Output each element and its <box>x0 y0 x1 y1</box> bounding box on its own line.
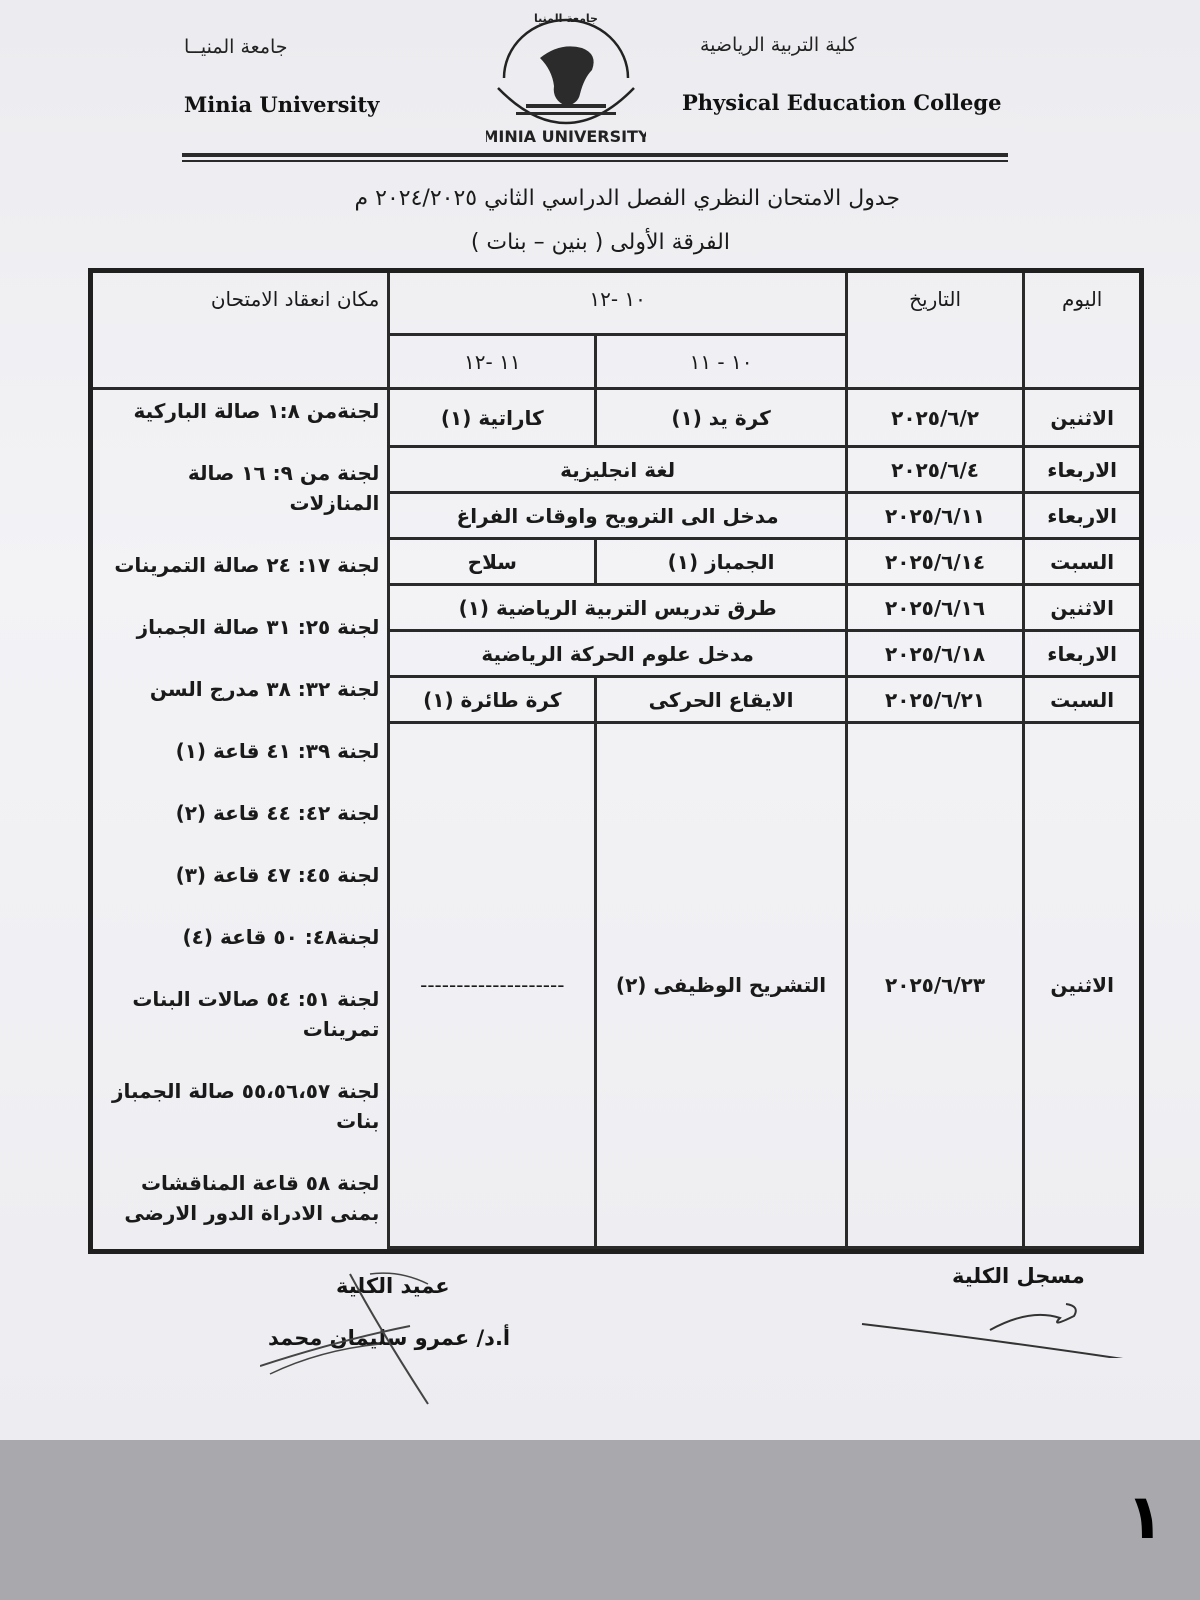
university-name-en: Minia University <box>184 92 380 117</box>
row-slot-2: كاراتية (١) <box>389 389 596 447</box>
place-item: لجنة ٣٩: ٤١ قاعة (١) <box>175 739 380 763</box>
row-slot-1: كرة يد (١) <box>596 389 847 447</box>
row-subject: مدخل علوم الحركة الرياضية <box>389 631 846 677</box>
logo-arabic-text: جامعة المنيا <box>534 12 598 25</box>
row-day: الاربعاء <box>1024 493 1142 539</box>
row-date: ٢٠٢٥/٦/٢٣ <box>846 723 1023 1248</box>
registrar-label: مسجل الكلية <box>952 1264 1085 1288</box>
place-item: لجنة ٣٢: ٣٨ مدرج السن <box>149 677 380 701</box>
place-item: لجنة ٤٢: ٤٤ قاعة (٢) <box>175 801 380 825</box>
place-item: لجنة ١٧: ٢٤ صالة التمرينات <box>114 553 380 577</box>
row-day: السبت <box>1024 539 1142 585</box>
row-subject: مدخل الى الترويح واوقات الفراغ <box>389 493 846 539</box>
row-date: ٢٠٢٥/٦/٢١ <box>846 677 1023 723</box>
row-day: الاثنين <box>1024 585 1142 631</box>
row-subject: طرق تدريس التربية الرياضية (١) <box>389 585 846 631</box>
place-item: لجنة من ٩: ١٦ صالة المنازلات <box>187 461 380 515</box>
row-date: ٢٠٢٥/٦/١٨ <box>846 631 1023 677</box>
header-rule-thick <box>182 153 1008 157</box>
row-day: الاثنين <box>1024 389 1142 447</box>
row-day: السبت <box>1024 677 1142 723</box>
university-name-ar: جامعة المنيــا <box>184 36 288 58</box>
place-item: لجنة ٤٥: ٤٧ قاعة (٣) <box>175 863 380 887</box>
row-date: ٢٠٢٥/٦/١٦ <box>846 585 1023 631</box>
row-date: ٢٠٢٥/٦/٢ <box>846 389 1023 447</box>
place-item: لجنة ٥٨ قاعة المناقشات بمنى الادراة الدور الارضى <box>124 1171 380 1225</box>
dean-title: عميد الكلية <box>336 1274 450 1298</box>
row-date: ٢٠٢٥/٦/٤ <box>846 447 1023 493</box>
dean-signature <box>260 1270 460 1410</box>
place-item: لجنة٤٨: ٥٠ قاعة (٤) <box>182 925 380 949</box>
header-slot-2: ١١ -١٢ <box>389 335 596 389</box>
logo-english-text: MINIA UNIVERSITY <box>486 127 646 146</box>
page-number: ١ <box>1126 1480 1164 1553</box>
header-place: مكان انعقاد الامتحان <box>91 271 389 389</box>
header-day: اليوم <box>1024 271 1142 389</box>
row-slot-1: التشريح الوظيفى (٢) <box>596 723 847 1248</box>
college-name-en: Physical Education College <box>682 90 1002 115</box>
schedule-subtitle: الفرقة الأولى ( بنين – بنات ) <box>470 230 730 255</box>
row-slot-2: سلاح <box>389 539 596 585</box>
place-item: لجنة ٢٥: ٣١ صالة الجمباز <box>136 615 380 639</box>
schedule-title: جدول الامتحان النظري الفصل الدراسي الثاني ٢٠٢٤/٢٠٢٥ م <box>354 186 900 211</box>
registrar-signature <box>860 1298 1140 1358</box>
row-slot-1: الجمباز (١) <box>596 539 847 585</box>
dean-name: أ.د/ عمرو سليمان محمد <box>268 1326 511 1350</box>
row-slot-2-empty: -------------------- <box>389 723 596 1248</box>
header-slot-1: ١٠ - ١١ <box>596 335 847 389</box>
place-item: لجنة ٥٥،٥٦،٥٧ صالة الجمباز بنات <box>111 1079 380 1133</box>
header-time-span: ١٠ -١٢ <box>389 271 846 335</box>
place-item: لجنة ٥١: ٥٤ صالات البنات تمرينات <box>132 987 380 1041</box>
table-row <box>91 389 1142 447</box>
exam-schedule-table <box>88 268 1144 1254</box>
header-date: التاريخ <box>846 271 1023 389</box>
place-item: لجنةمن ١:٨ صالة الباركية <box>133 399 380 423</box>
row-date: ٢٠٢٥/٦/١٤ <box>846 539 1023 585</box>
row-slot-1: الايقاع الحركى <box>596 677 847 723</box>
row-date: ٢٠٢٥/٦/١١ <box>846 493 1023 539</box>
exam-places-cell <box>91 389 389 1252</box>
college-name-ar: كلية التربية الرياضية <box>700 34 857 56</box>
row-day: الاربعاء <box>1024 447 1142 493</box>
row-day: الاربعاء <box>1024 631 1142 677</box>
row-subject: لغة انجليزية <box>389 447 846 493</box>
row-day: الاثنين <box>1024 723 1142 1248</box>
university-logo <box>486 8 646 148</box>
row-slot-2: كرة طائرة (١) <box>389 677 596 723</box>
header-rule-thin <box>182 160 1008 162</box>
table-header-row <box>91 271 1142 335</box>
